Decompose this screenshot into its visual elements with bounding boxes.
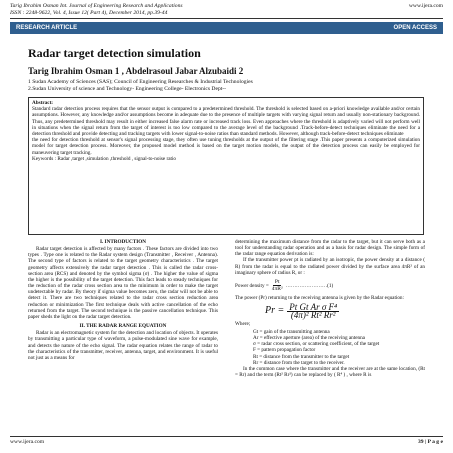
abstract-box <box>28 97 424 235</box>
radar-eq-denominator: (4π)² Rt² Rr² <box>290 309 336 320</box>
radar-eq-lhs: Pr = <box>265 304 285 316</box>
header-site[interactable]: www.ijera.com <box>408 3 443 9</box>
definition-rr: Rr = distance from the target to the receiver. <box>253 359 345 366</box>
left-column <box>28 239 218 361</box>
definition-gt: Gt = gain of the transmitting antenna <box>253 328 330 335</box>
pd-numerator: Pt <box>274 278 280 285</box>
right-column <box>235 239 425 378</box>
definition-ar: Ar = effective aperture (area) of the receiving antenna <box>253 335 365 342</box>
header-divider <box>10 18 443 19</box>
intro-heading: I. INTRODUCTION <box>99 239 147 245</box>
section2-text: Radar is an electromagnetic system for the detection and location of objects. It operates by transmitting a particular type of waveform, a pulse-modulated sine wave for example, and detects the nature of the echo signal. The radar equation relates the range of radar to the characteristics of the transmitter, receiver, antenna, target, and environment. It is useful not just as a means for <box>28 330 218 361</box>
equation-number: ……………………(1) <box>285 282 334 289</box>
right-paragraph-3: The power (Pr) returning to the receiving antenna is given by the Radar equation: <box>235 295 404 302</box>
footer-divider <box>10 436 443 437</box>
intro-text: Radar target detection is affected by many factors . These factors are divided into two types . Type one is related to the Radar system design (Transmitter , Receiver , Antenna). The second type of factors is related to the target geometry characteristics . The target geometry affects extensively the radar target detection . This is called the radar cross-section area (RCS) and denoted by the symbol sigma (σ) . The higher the value of sigma the higher is the possibility of the target detection. This fact leads to steady techniques for the reduction of the radar cross section area to the minimum in order to make the target undetectable by radar. By theory if sigma value becomes zero, the radar will not be able to detect it. There are two techniques related to the radar cross section reduction area reduction or minimization The first technique deals with active cancellation of the echo returned from the target. The second technique is the passive cancellation technique. This paper sheds the light on the radar target detection. <box>28 246 218 320</box>
affiliations <box>28 79 253 93</box>
radar-equation <box>265 302 425 320</box>
definition-sigma: σ = radar cross section, or scattering coefficient, of the target <box>253 341 380 348</box>
right-paragraph-4: In the common case where the transmitter and the receiver are at the same location, (Rt = Rr) and the term (Rt² Rr²) can be replaced by ( R⁴ ) , where R is <box>235 365 425 378</box>
article-type-band <box>10 22 443 34</box>
power-density-equation <box>235 279 425 292</box>
keywords: Keywords : Radar ,target ,simulation ,threshold , signal-to-noise ratio <box>32 155 176 162</box>
affiliation-1: 1 Sudan Academy of Sciences (SAS); Council of Engineering Researches & Industrial Technologies <box>28 79 253 85</box>
abstract-heading: Abstract: <box>32 100 54 106</box>
header-line-2: ISSN : 2248-9622, Vol. 4, Issue 12( Part 4), December 2014, pp.39-44 <box>10 9 168 16</box>
paper-title: Radar target detection simulation <box>28 46 201 60</box>
page-footer <box>10 439 443 445</box>
footer-site[interactable]: www.ijera.com <box>10 439 45 445</box>
abstract-text-2: the need for detection threshold at sensor's signal processing stage, they often use tuning thresholds at the output of the filtering stage .This paper presents a computerized simulation model for target detection process. Moreover, the proposed model method is based on the target motion models, the output of the detection process can easily be employed for maneuvering target tracking. <box>32 137 420 156</box>
definition-f: F = pattern propagation factor <box>253 347 316 354</box>
right-paragraph-2: If the transmitter power pt is radiated by an isotropic, the power density at a distance ( R) from the radar is equal to the radiated power divided by the surface area 4πR² of an imaginary sphere of radius R, or : <box>235 257 425 276</box>
pd-denominator: 4πR² <box>271 286 283 293</box>
page-number: 39 | P a g e <box>417 439 443 445</box>
journal-header <box>10 3 443 16</box>
paper-authors: Tarig Ibrahim Osman 1 , Abdelrasoul Jabar Alzubaidi 2 <box>28 66 244 76</box>
radar-eq-fraction <box>287 302 339 320</box>
abstract-text: Standard radar detection process requires that the sensor output is compared to a predetermined threshold. The threshold is selected based on a-priori knowledge available and/or certain assumptions. However, any knowledge and/or assumptions become in adequate due to the presence of multiple targets with varying signal return and usually non-stationary background. Thus, any predetermined threshold may result in either increased false alarm rate or increased track loss. Even approaches where the threshold is adaptively varied will not perform well in situations when the signal return from the target of interest is too low compared to the average level of the background .Track-before-detect techniques eliminate the need for a detection threshold and provide detecting and tracking targets with lower signal-to-noise ratios than standard methods. However, although track-before-detect techniques eliminate <box>32 106 420 138</box>
radar-eq-numerator: Pt Gt Ar σ F⁴ <box>289 302 338 313</box>
research-article-label: RESEARCH ARTICLE <box>16 25 78 31</box>
definition-rt: Rt = distance from the transmitter to the target <box>253 353 350 360</box>
power-density-label: Power density = <box>235 282 269 289</box>
right-paragraph-1: determining the maximum distance from the radar to the target, but it can serve both as a tool for understanding radar operation and as a basis for radar design. The simple form of the radar range equation derivation is: <box>235 239 425 258</box>
power-density-fraction <box>272 279 283 292</box>
affiliation-2: 2.Sudan University of science and Technology- Engineering College- Electronics Dept-- <box>28 86 227 92</box>
section2-heading: II. THE RADAR RANGE EQUATION <box>79 323 167 330</box>
where-label: Where; <box>235 320 251 327</box>
header-line-1: Tarig Ibrahim Osman Int. Journal of Engineering Research and Applications <box>10 3 183 9</box>
open-access-label: OPEN ACCESS <box>393 25 437 31</box>
